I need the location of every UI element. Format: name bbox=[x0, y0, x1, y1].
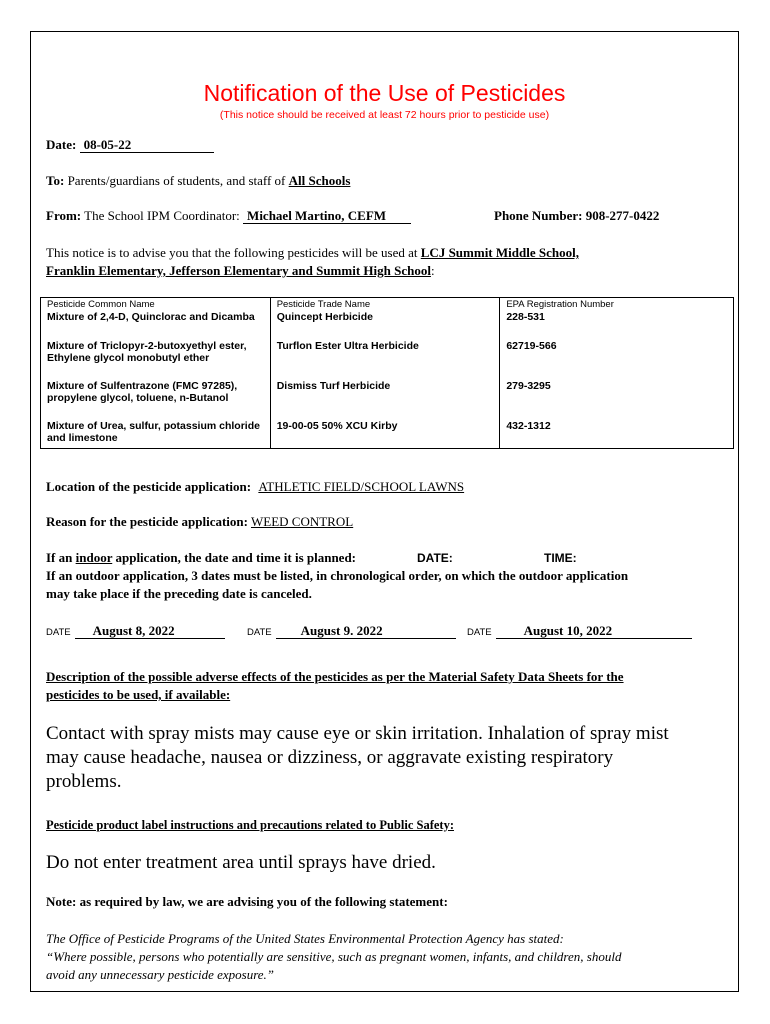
indoor-date-label: DATE: bbox=[417, 551, 453, 565]
note-line3: avoid any unnecessary pesticide exposure.” bbox=[46, 967, 275, 982]
reason-row bbox=[46, 514, 353, 530]
adverse-body-line3: problems. bbox=[46, 771, 122, 792]
adverse-heading-line2: pesticides to be used, if available: bbox=[46, 687, 231, 702]
notice-location-2: Franklin Elementary, Jefferson Elementary and Summit High School bbox=[46, 263, 431, 278]
epa-number-cell: 62719-566 bbox=[500, 339, 734, 379]
indoor-prefix: If an bbox=[46, 550, 73, 565]
date-value-3: August 10, 2022 bbox=[496, 624, 692, 639]
common-name-cell: Mixture of Triclopyr-2-butoxyethyl ester, Ethylene glycol monobutyl ether bbox=[41, 339, 271, 379]
page-title: Notification of the Use of Pesticides bbox=[203, 80, 566, 106]
date-field-3 bbox=[467, 622, 692, 640]
indoor-row bbox=[46, 550, 356, 566]
note-line2: “Where possible, persons who potentially are sensitive, such as pregnant women, infants, and children, should bbox=[46, 949, 622, 964]
notification-form bbox=[30, 31, 739, 992]
reason-value: WEED CONTROL bbox=[251, 514, 354, 529]
location-value: ATHLETIC FIELD/SCHOOL LAWNS bbox=[258, 479, 465, 494]
note-heading: Note: as required by law, we are advising you of the following statement: bbox=[46, 894, 448, 909]
table-row bbox=[41, 379, 734, 419]
date-field-1 bbox=[46, 622, 225, 640]
outdoor-line1: If an outdoor application, 3 dates must be listed, in chronological order, on which the outdoor application bbox=[46, 568, 629, 583]
table-row bbox=[41, 339, 734, 379]
date-value-2: August 9. 2022 bbox=[276, 624, 456, 639]
pesticide-table bbox=[40, 297, 734, 449]
epa-number-cell: 432-1312 bbox=[500, 419, 734, 449]
date-label: DATE bbox=[247, 627, 272, 638]
from-row bbox=[46, 208, 411, 224]
table-row bbox=[41, 419, 734, 449]
from-text: The School IPM Coordinator: bbox=[84, 208, 240, 223]
indoor-text: application, the date and time it is planned: bbox=[115, 550, 357, 565]
date-label: DATE bbox=[467, 627, 492, 638]
notice-text: This notice is to advise you that the following pesticides will be used at bbox=[46, 245, 418, 260]
outdoor-line2: may take place if the preceding date is canceled. bbox=[46, 586, 312, 601]
common-name-cell: Mixture of Sulfentrazone (FMC 97285), propylene glycol, toluene, n-Butanol bbox=[41, 379, 271, 419]
location-label: Location of the pesticide application: bbox=[46, 479, 252, 494]
table-header-row bbox=[41, 298, 734, 311]
notice-line2 bbox=[46, 263, 435, 279]
indoor-time-label: TIME: bbox=[544, 551, 577, 565]
epa-number-cell: 228-531 bbox=[500, 310, 734, 339]
common-name-cell: Mixture of Urea, sulfur, potassium chloride and limestone bbox=[41, 419, 271, 449]
page-subtitle: (This notice should be received at least 72 hours prior to pesticide use) bbox=[219, 109, 550, 121]
notice-location-1: LCJ Summit Middle School, bbox=[420, 245, 579, 260]
reason-label: Reason for the pesticide application: bbox=[46, 514, 248, 529]
date-label: Date: bbox=[46, 137, 77, 152]
label-instructions-heading: Pesticide product label instructions and precautions related to Public Safety: bbox=[46, 818, 454, 832]
trade-name-cell: Quincept Herbicide bbox=[270, 310, 500, 339]
to-value: All Schools bbox=[288, 173, 351, 188]
adverse-body-line1: Contact with spray mists may cause eye or skin irritation. Inhalation of spray mist bbox=[46, 723, 669, 744]
epa-number-cell: 279-3295 bbox=[500, 379, 734, 419]
adverse-heading-line1: Description of the possible adverse effects of the pesticides as per the Material Safety Data Sheets for the bbox=[46, 669, 624, 684]
date-value: 08-05-22 bbox=[80, 138, 214, 153]
date-row bbox=[46, 137, 214, 153]
date-field-2 bbox=[247, 622, 456, 640]
trade-name-cell: Turflon Ester Ultra Herbicide bbox=[270, 339, 500, 379]
notice-colon: : bbox=[430, 263, 435, 278]
label-instructions-body: Do not enter treatment area until sprays have dried. bbox=[46, 852, 436, 873]
trade-name-cell: Dismiss Turf Herbicide bbox=[270, 379, 500, 419]
date-label: DATE bbox=[46, 627, 71, 638]
note-line1: The Office of Pesticide Programs of the United States Environmental Protection Agency has stated: bbox=[46, 931, 564, 946]
from-label: From: bbox=[46, 208, 82, 223]
to-text: Parents/guardians of students, and staff of bbox=[67, 173, 286, 188]
adverse-body-line2: may cause headache, nausea or dizziness, or aggravate existing respiratory bbox=[46, 747, 614, 768]
from-value: Michael Martino, CEFM bbox=[243, 209, 411, 224]
indoor-word: indoor bbox=[75, 550, 113, 565]
trade-name-cell: 19-00-05 50% XCU Kirby bbox=[270, 419, 500, 449]
phone-label: Phone Number: bbox=[494, 208, 583, 223]
table-header: Pesticide Trade Name bbox=[270, 298, 500, 311]
phone-value: 908-277-0422 bbox=[585, 208, 660, 223]
table-row bbox=[41, 310, 734, 339]
table-header: Pesticide Common Name bbox=[41, 298, 271, 311]
common-name-cell: Mixture of 2,4-D, Quinclorac and Dicamba bbox=[41, 310, 271, 339]
date-value-1: August 8, 2022 bbox=[75, 624, 225, 639]
to-row bbox=[46, 173, 350, 189]
location-row bbox=[46, 479, 464, 495]
to-label: To: bbox=[46, 173, 65, 188]
notice-line1 bbox=[46, 245, 579, 261]
table-header: EPA Registration Number bbox=[500, 298, 734, 311]
phone-row bbox=[494, 208, 659, 224]
